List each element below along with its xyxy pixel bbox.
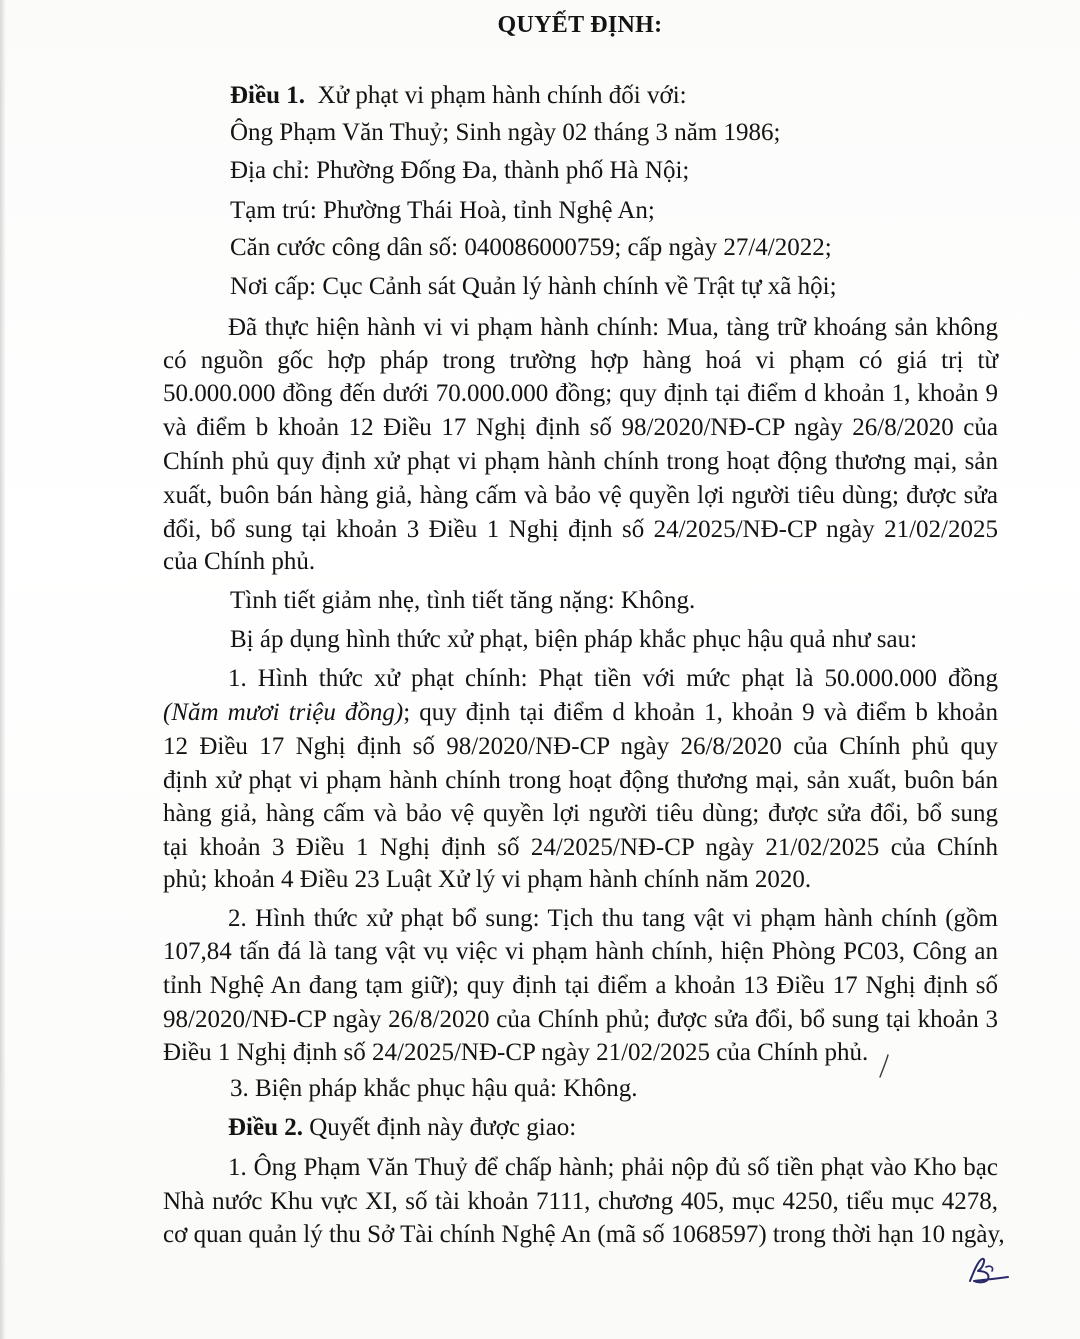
id-card-line: Căn cước công dân số: 040086000759; cấp ngày 27/4/2022; xyxy=(230,234,832,261)
temp-residence-line: Tạm trú: Phường Thái Hoà, tỉnh Nghệ An; xyxy=(230,197,655,224)
additional-penalty-line: 98/2020/NĐ-CP ngày 26/8/2020 của Chính phủ; được sửa đổi, bổ sung tại khoản 3 xyxy=(163,1006,998,1033)
article-2-intro: Quyết định này được giao: xyxy=(309,1114,577,1141)
penalty-amount-words: (Năm mươi triệu đồng) xyxy=(163,699,404,726)
pen-mark xyxy=(877,1053,891,1079)
main-penalty-line xyxy=(163,697,998,729)
scan-edge-shadow xyxy=(0,0,6,1339)
violation-line: xuất, buôn bán hàng giả, hàng cấm và bảo vệ quyền lợi người tiêu dùng; được sửa xyxy=(163,482,998,509)
article-1-heading xyxy=(230,80,687,112)
additional-penalty-line: 107,84 tấn đá là tang vật vụ việc vi phạm hành chính, hiện Phòng PC03, Công an xyxy=(163,938,998,965)
additional-penalty-line: tỉnh Nghệ An đang tạm giữ); quy định tại điểm a khoản 13 Điều 17 Nghị định số xyxy=(163,972,998,999)
violation-line: đổi, bổ sung tại khoản 3 Điều 1 Nghị định số 24/2025/NĐ-CP ngày 21/02/2025 xyxy=(163,516,998,543)
violation-line: 50.000.000 đồng đến dưới 70.000.000 đồng; quy định tại điểm d khoản 1, khoản 9 xyxy=(163,380,998,407)
remedy-line: 3. Biện pháp khắc phục hậu quả: Không. xyxy=(230,1075,638,1102)
article-1-intro: Xử phạt vi phạm hành chính đối với: xyxy=(317,82,687,109)
violation-line: có nguồn gốc hợp pháp trong trường hợp hàng hoá vi phạm có giá trị từ xyxy=(163,347,998,374)
main-penalty-line: 12 Điều 17 Nghị định số 98/2020/NĐ-CP ngày 26/8/2020 của Chính phủ quy xyxy=(163,733,998,760)
main-penalty-line: tại khoản 3 Điều 1 Nghị định số 24/2025/NĐ-CP ngày 21/02/2025 của Chính xyxy=(163,834,998,861)
main-penalty-line: phủ; khoản 4 Điều 23 Luật Xử lý vi phạm hành chính năm 2020. xyxy=(163,866,812,893)
handwritten-initials xyxy=(964,1253,1012,1287)
additional-penalty-line: 2. Hình thức xử phạt bổ sung: Tịch thu tang vật vi phạm hành chính (gồm xyxy=(228,905,998,932)
main-penalty-line: 1. Hình thức xử phạt chính: Phạt tiền với mức phạt là 50.000.000 đồng xyxy=(228,665,998,692)
violation-line: của Chính phủ. xyxy=(163,548,316,575)
document-title: QUYẾT ĐỊNH: xyxy=(497,12,663,38)
person-info: Ông Phạm Văn Thuỷ; Sinh ngày 02 tháng 3 năm 1986; xyxy=(230,119,781,146)
issued-by-line: Nơi cấp: Cục Cảnh sát Quản lý hành chính về Trật tự xã hội; xyxy=(230,273,837,300)
article-1-label: Điều 1. xyxy=(230,82,305,109)
article-2-heading xyxy=(228,1112,576,1144)
violation-line: Đã thực hiện hành vi vi phạm hành chính: Mua, tàng trữ khoáng sản không xyxy=(228,314,998,341)
circumstances-line: Tình tiết giảm nhẹ, tình tiết tăng nặng: Không. xyxy=(230,587,696,614)
violation-line: Chính phủ quy định xử phạt vi phạm hành chính trong hoạt động thương mại, sản xyxy=(163,448,998,475)
address-line: Địa chỉ: Phường Đống Đa, thành phố Hà Nội; xyxy=(230,157,690,184)
main-penalty-line: định xử phạt vi phạm hành chính trong hoạt động thương mại, sản xuất, buôn bán xyxy=(163,767,998,794)
article-2-line: cơ quan quản lý thu Sở Tài chính Nghệ An (mã số 1068597) trong thời hạn 10 ngày, xyxy=(163,1221,1005,1248)
article-2-label: Điều 2. xyxy=(228,1114,303,1141)
article-2-line: Nhà nước Khu vực XI, số tài khoản 7111, chương 405, mục 4250, tiểu mục 4278, xyxy=(163,1188,998,1215)
main-penalty-line: hàng giả, hàng cấm và bảo vệ quyền lợi người tiêu dùng; được sửa đổi, bổ sung xyxy=(163,800,998,827)
violation-line: và điểm b khoản 12 Điều 17 Nghị định số 98/2020/NĐ-CP ngày 26/8/2020 của xyxy=(163,414,998,441)
main-penalty-line-rest: ; quy định tại điểm d khoản 1, khoản 9 và điểm b khoản xyxy=(403,699,998,726)
article-2-line: 1. Ông Phạm Văn Thuỷ để chấp hành; phải nộp đủ số tiền phạt vào Kho bạc xyxy=(228,1154,998,1181)
additional-penalty-line: Điều 1 Nghị định số 24/2025/NĐ-CP ngày 21/02/2025 của Chính phủ. xyxy=(163,1039,869,1066)
applied-measures-line: Bị áp dụng hình thức xử phạt, biện pháp khắc phục hậu quả như sau: xyxy=(230,626,918,653)
